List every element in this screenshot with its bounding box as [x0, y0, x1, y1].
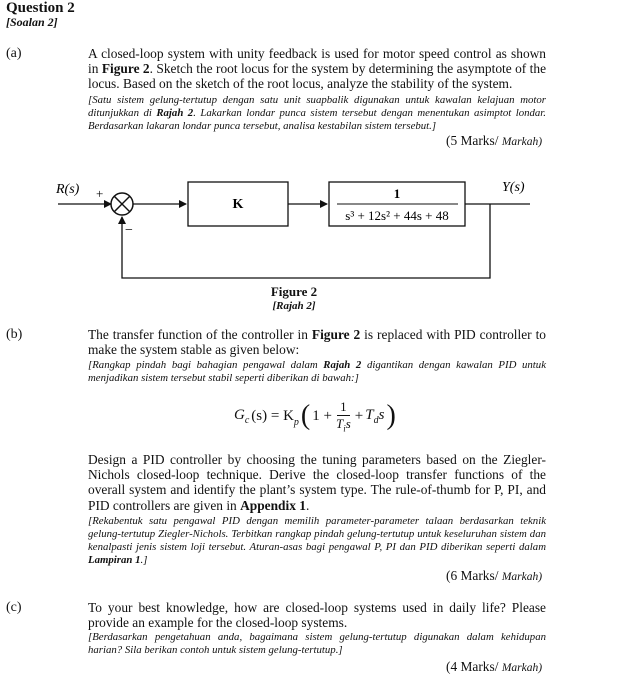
part-a-label: (a): [6, 46, 22, 61]
part-b-marks: (6 Marks/ Markah): [446, 568, 543, 583]
part-a-marks: (5 Marks/ Markah): [446, 133, 543, 148]
pid-equation: $G_c$ (s) = K $_p$ ( 1 + 1 $T_is$ + $T_ds$ ): [234, 398, 396, 434]
part-a-malay: [Satu sistem gelung-tertutup dengan satu unit suapbalik digunakan untuk kawalan kelajuan motor ditunjukkan di Rajah 2. Lakarkan londar punca sistem tersebut dengan menentukan asimptot londar. Berdasarkan lakaran londar punca tersebut, analisa kestabilan sistem tersebut.]: [88, 94, 546, 132]
part-b-malay: [Rangkap pindah bagi bahagian pengawal dalam Rajah 2 digantikan dengan kawalan PID untuk menjadikan sistem tersebut stabil seperti diberikan di bawah:]: [88, 359, 546, 384]
part-c-marks: (4 Marks/ Markah): [446, 659, 543, 674]
block-diagram: [0, 170, 629, 285]
question-title: Question 2: [6, 0, 75, 16]
figure-caption: Figure 2: [270, 284, 318, 299]
part-b-text2: Design a PID controller by choosing the tuning parameters based on the Ziegler-Nichols closed-loop technique. Derive the closed-loop transfer functions of the overall system and identify the plant’s system type. The rule-of-thumb for P, PI, and PID controllers are given in Appendix 1.: [88, 452, 546, 513]
part-c-malay: [Berdasarkan pengetahuan anda, bagaimana sistem gelung-tertutup digunakan dalam kehidupan harian? Sila berikan contoh untuk sistem gelung-tertutup.]: [88, 631, 546, 656]
part-c-text: To your best knowledge, how are closed-loop systems used in daily life? Please provide an example for the closed-loop systems.: [88, 600, 546, 631]
part-c-label: (c): [6, 600, 22, 615]
part-b-label: (b): [6, 327, 23, 342]
summing-junction: [111, 193, 133, 215]
part-b-malay2: [Rekabentuk satu pengawal PID dengan memilih parameter-parameter talaan berdasarkan teknik gelung-tertutup Ziegler-Nichols. Terbitkan rangkap pindah gelung-tertutup untuk keseluruhan sistem dan kenalpasti jenis sistem loji tersebut. Aturan-asas bagi pengawal P, PI dan PID diberikan seperti dalam Lampiran 1.]: [88, 515, 546, 566]
controller-label: K: [232, 197, 244, 212]
question-subtitle: [Soalan 2]: [6, 15, 58, 29]
plant-denominator: s³ + 12s² + 44s + 48: [345, 208, 449, 223]
pid-fraction: 1 $T_is$: [335, 398, 351, 434]
plant-numerator: 1: [393, 186, 401, 201]
part-b-text: The transfer function of the controller in Figure 2 is replaced with PID controller to make the system stable as given below:: [88, 327, 547, 358]
input-label: R(s): [56, 182, 80, 197]
plus-sign: +: [96, 186, 104, 201]
part-a-text: A closed-loop system with unity feedback is used for motor speed control as shown in Figure 2. Sketch the root locus for the system by determining the asymptote of the locus. Based on the sketch of the root locus, analyze the stability of the system.: [88, 46, 547, 92]
output-label: Y(s): [502, 180, 525, 195]
figure-caption-malay: [Rajah 2]: [272, 300, 316, 312]
minus-sign: −: [125, 223, 133, 238]
